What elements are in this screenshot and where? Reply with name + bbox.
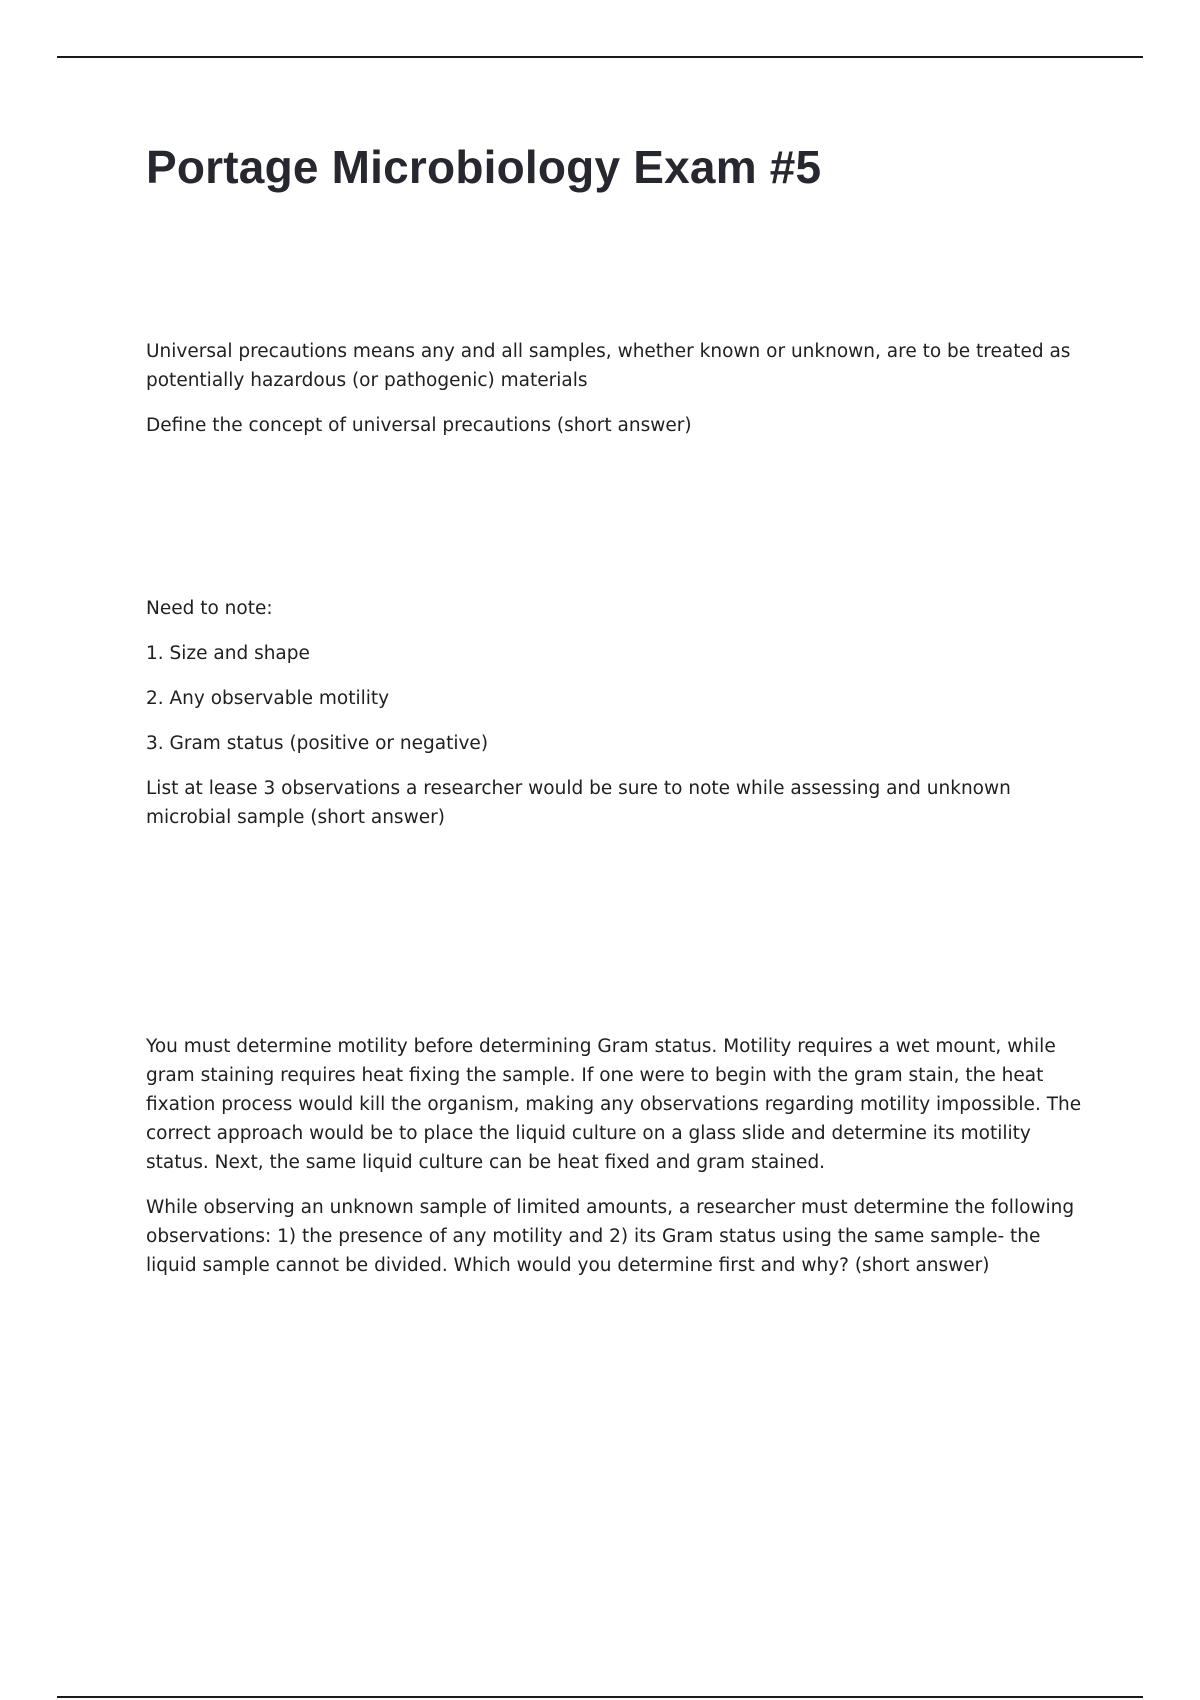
- question-text: Define the concept of universal precautions (short answer): [146, 415, 692, 436]
- qa-block-2: [146, 594, 1096, 848]
- question-text: While observing an unknown sample of limited amounts, a researcher must determine the following observations: 1) the presence of any motility and 2) its Gram status using the same sample- the liquid sample cannot be divided. Which would you determine first and why? (short answer): [146, 1197, 1075, 1276]
- top-rule: [57, 56, 1143, 58]
- list-item: 3. Gram status (positive or negative): [146, 733, 489, 754]
- title-block: [146, 140, 1096, 195]
- answer-heading: Need to note:: [146, 598, 273, 619]
- answer-text: Universal precautions means any and all samples, whether known or unknown, are to be treated as potentially hazardous (or pathogenic) materials: [146, 341, 1071, 391]
- qa-block-1: [146, 337, 1096, 456]
- qa-block-3: [146, 1032, 1096, 1296]
- bottom-rule: [57, 1696, 1143, 1698]
- answer-text: You must determine motility before determining Gram status. Motility requires a wet mount, while gram staining requires heat fixing the sample. If one were to begin with the gram stain, the heat fixation process would kill the organism, making any observations regarding motility impossible. The correct approach would be to place the liquid culture on a glass slide and determine its motility status. Next, the same liquid culture can be heat fixed and gram stained.: [146, 1036, 1082, 1173]
- list-item: 2. Any observable motility: [146, 688, 390, 709]
- question-text: List at lease 3 observations a researcher would be sure to note while assessing and unknown microbial sample (short answer): [146, 778, 1011, 828]
- page-title: Portage Microbiology Exam #5: [146, 141, 822, 193]
- list-item: 1. Size and shape: [146, 643, 310, 664]
